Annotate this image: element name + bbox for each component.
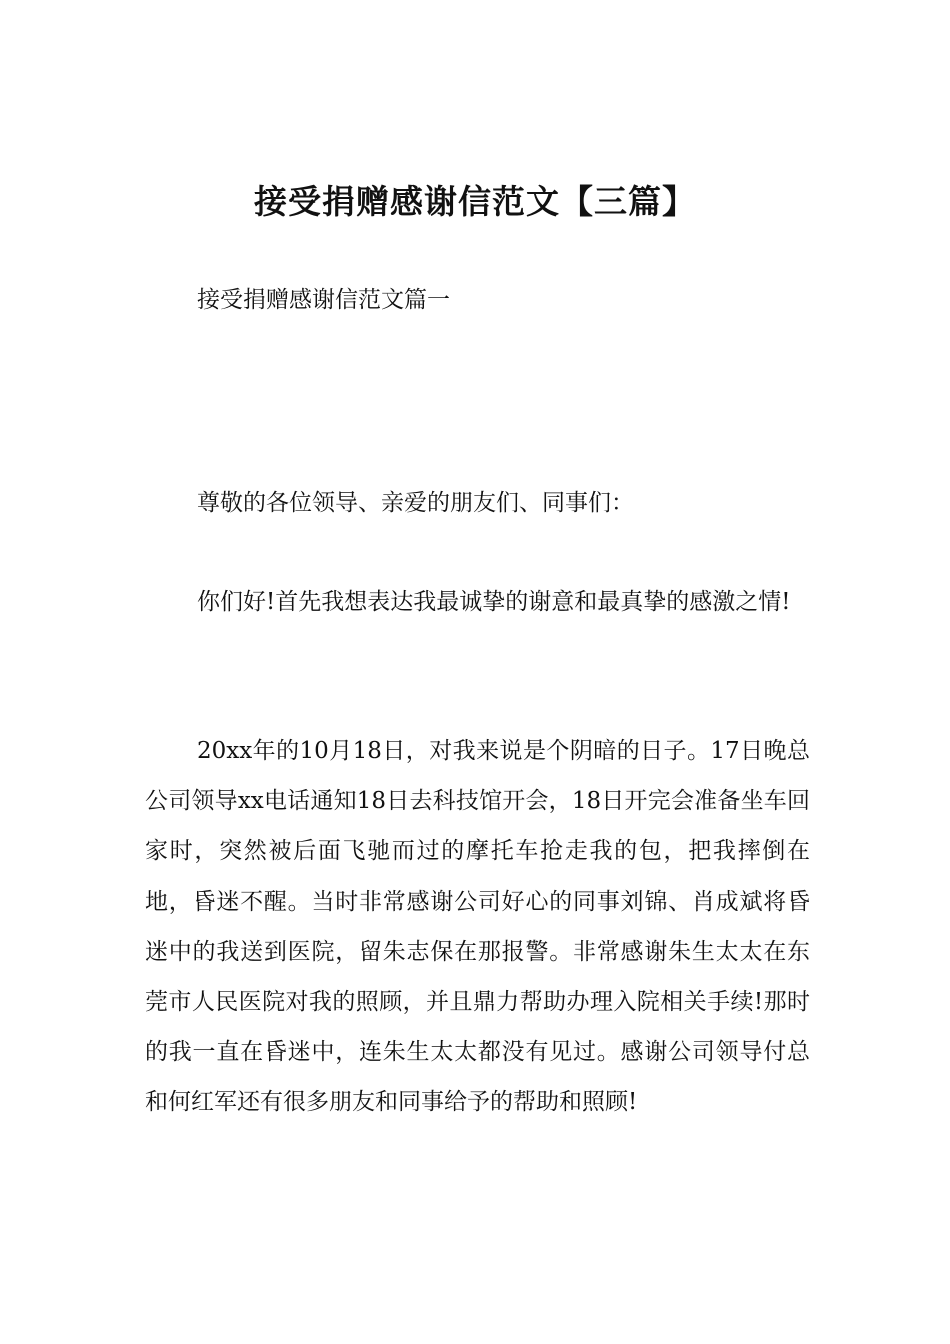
story-paragraph: 20xx年的10月18日，对我来说是个阴暗的日子。17日晚总公司领导xx电话通知18日去科技馆开会，18日开完会准备坐车回家时，突然被后面飞驰而过的摩托车抢走我的包，把我摔倒在地，昏迷不醒。当时非常感谢公司好心的同事刘锦、肖成斌将昏迷中的我送到医院，留朱志保在那报警。非常感谢朱生太太在东莞市人民医院对我的照顾，并且鼎力帮助办理入院相关手续!那时的我一直在昏迷中，连朱生太太都没有见过。感谢公司领导付总和何红军还有很多朋友和同事给予的帮助和照顾! (145, 738, 810, 1116)
opening-paragraph: 你们好!首先我想表达我最诚挚的谢意和最真挚的感激之情! (197, 589, 791, 615)
section-heading: 接受捐赠感谢信范文篇一 (197, 287, 450, 313)
greeting-paragraph: 尊敬的各位领导、亲爱的朋友们、同事们： (197, 490, 634, 516)
document-title: 接受捐赠感谢信范文【三篇】 (254, 182, 696, 221)
